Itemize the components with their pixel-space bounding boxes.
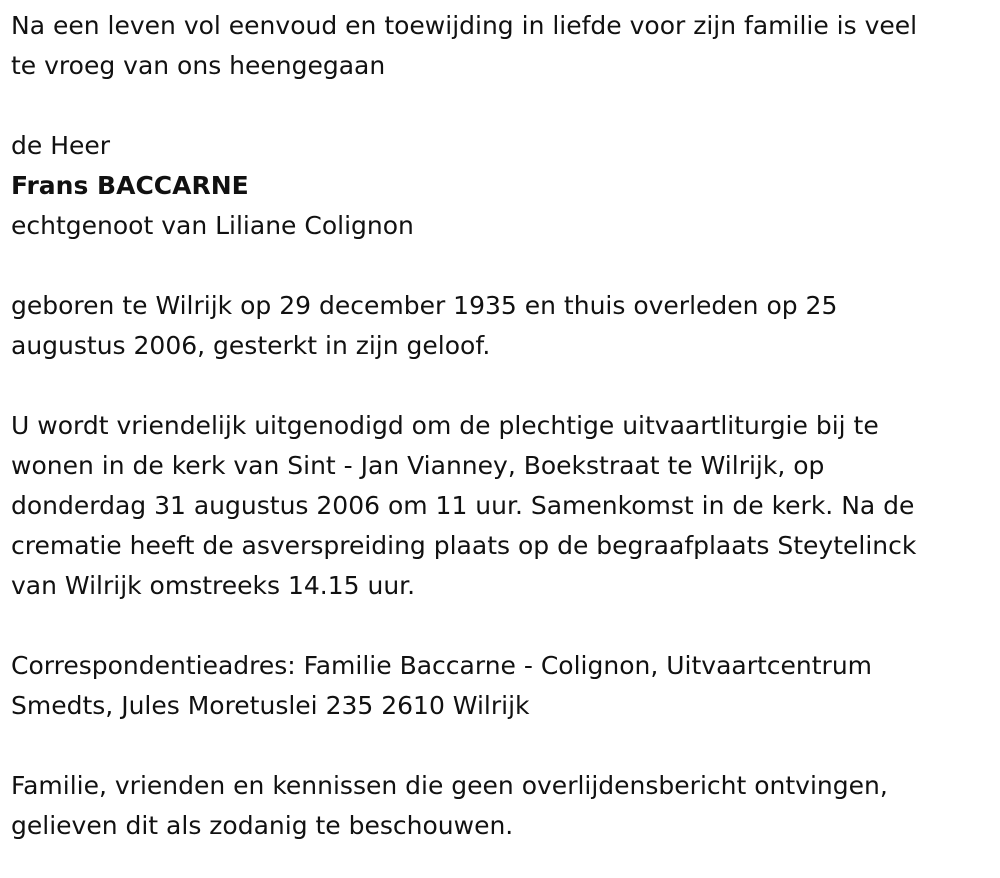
- spacer: [11, 726, 986, 766]
- honorific-title: de Heer: [11, 131, 111, 160]
- funeral-line-4: crematie heeft de asverspreiding plaats op de begraafplaats Steytelinck: [11, 531, 917, 560]
- spacer: [11, 246, 986, 286]
- funeral-line-5: van Wilrijk omstreeks 14.15 uur.: [11, 571, 416, 600]
- birth-death-line-1: geboren te Wilrijk op 29 december 1935 en thuis overleden op 25: [11, 291, 838, 320]
- deceased-name: Frans BACCARNE: [11, 171, 249, 200]
- address-line-1: Correspondentieadres: Familie Baccarne - Colignon, Uitvaartcentrum: [11, 651, 873, 680]
- death-notice: [11, 6, 986, 846]
- funeral-line-2: wonen in de kerk van Sint - Jan Vianney, Boekstraat te Wilrijk, op: [11, 451, 825, 480]
- spacer: [11, 366, 986, 406]
- spacer: [11, 86, 986, 126]
- address-line-2: Smedts, Jules Moretuslei 235 2610 Wilrijk: [11, 691, 530, 720]
- funeral-line-1: U wordt vriendelijk uitgenodigd om de plechtige uitvaartliturgie bij te: [11, 411, 879, 440]
- intro-line-2: te vroeg van ons heengegaan: [11, 51, 386, 80]
- intro-line-1: Na een leven vol eenvoud en toewijding in liefde voor zijn familie is veel: [11, 11, 918, 40]
- spacer: [11, 606, 986, 646]
- spouse-line: echtgenoot van Liliane Colignon: [11, 211, 414, 240]
- closing-line-2: gelieven dit als zodanig te beschouwen.: [11, 811, 514, 840]
- funeral-line-3: donderdag 31 augustus 2006 om 11 uur. Samenkomst in de kerk. Na de: [11, 491, 915, 520]
- closing-line-1: Familie, vrienden en kennissen die geen overlijdensbericht ontvingen,: [11, 771, 888, 800]
- birth-death-line-2: augustus 2006, gesterkt in zijn geloof.: [11, 331, 491, 360]
